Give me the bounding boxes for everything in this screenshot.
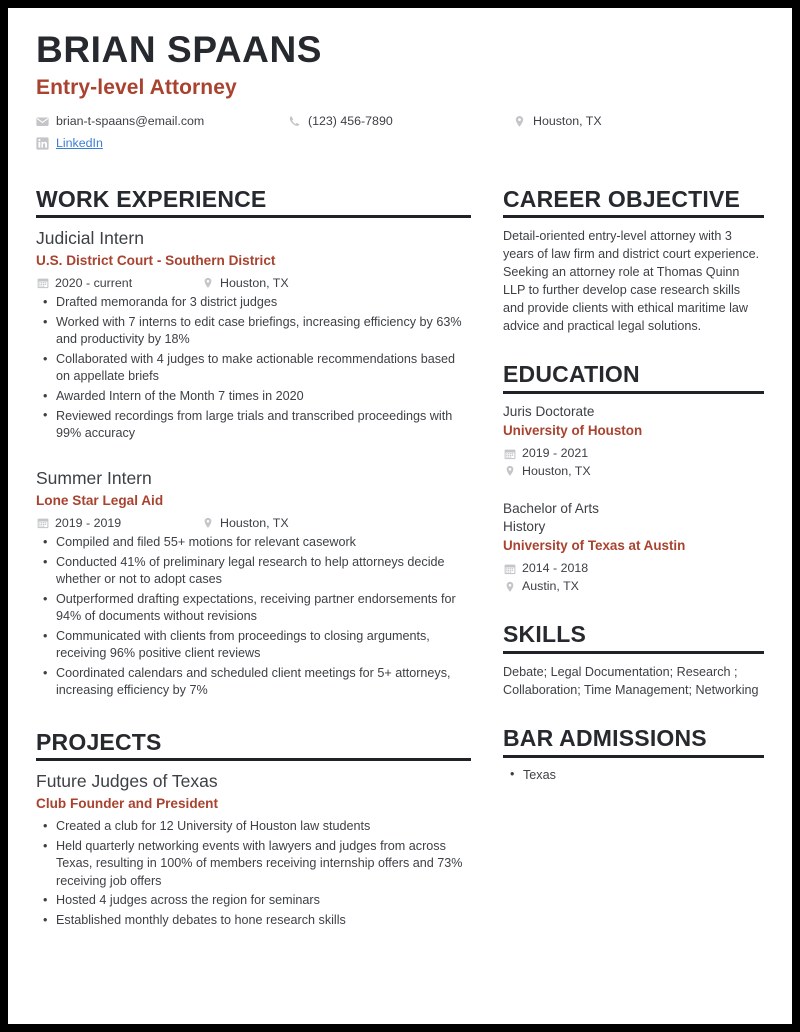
bullet-item: • Awarded Intern of the Month 7 times in 2020 bbox=[36, 388, 471, 405]
left-column bbox=[36, 187, 491, 933]
bullet-item: • Coordinated calendars and scheduled client meetings for 5+ attorneys, increasing efficiency by 7% bbox=[36, 665, 471, 700]
section-title-bar-admissions: BAR ADMISSIONS bbox=[503, 725, 707, 752]
spacer bbox=[36, 703, 471, 730]
bullet-item: • Reviewed recordings from large trials and transcribed proceedings with 99% accuracy bbox=[36, 408, 471, 443]
work-location bbox=[201, 516, 289, 531]
map-pin-icon bbox=[503, 465, 516, 478]
education-dates bbox=[503, 445, 764, 463]
spacer bbox=[503, 335, 764, 362]
education-dates-text: 2014 - 2018 bbox=[522, 561, 589, 576]
section-rule bbox=[503, 391, 764, 394]
contact-location bbox=[513, 114, 743, 129]
work-dates-text: 2019 - 2019 bbox=[55, 515, 122, 530]
project-bullet-list bbox=[36, 818, 471, 929]
work-bullet-list bbox=[36, 294, 471, 442]
work-entry bbox=[36, 467, 471, 699]
education-field: History bbox=[503, 519, 546, 535]
right-column bbox=[491, 187, 764, 787]
work-job-title: Judicial Intern bbox=[36, 228, 144, 249]
phone-icon bbox=[288, 115, 301, 128]
map-pin-icon bbox=[201, 276, 214, 289]
calendar-icon bbox=[36, 516, 49, 529]
candidate-name: BRIAN SPAANS bbox=[36, 29, 323, 70]
education-school: University of Houston bbox=[503, 423, 643, 439]
education-degree: Bachelor of Arts bbox=[503, 501, 599, 517]
linkedin-icon bbox=[36, 137, 49, 150]
map-pin-icon bbox=[201, 516, 214, 529]
bar-admissions-list bbox=[503, 767, 764, 784]
calendar-icon bbox=[503, 447, 516, 460]
candidate-headline: Entry-level Attorney bbox=[36, 75, 237, 99]
section-projects bbox=[36, 730, 471, 930]
resume-page bbox=[8, 8, 792, 1024]
bullet-item: • Texas bbox=[503, 767, 764, 784]
contact-phone-text: (123) 456-7890 bbox=[308, 113, 393, 128]
contact-phone[interactable] bbox=[288, 114, 513, 129]
bullet-item: • Communicated with clients from proceedings to closing arguments, receiving 96% positive client reviews bbox=[36, 628, 471, 663]
work-meta-row bbox=[36, 276, 471, 291]
section-rule bbox=[503, 215, 764, 218]
spacer bbox=[503, 595, 764, 622]
project-entry bbox=[36, 770, 471, 929]
section-rule bbox=[503, 755, 764, 758]
section-title-skills: SKILLS bbox=[503, 621, 586, 648]
contact-linkedin-link[interactable]: LinkedIn bbox=[56, 135, 103, 150]
work-organization: Lone Star Legal Aid bbox=[36, 493, 164, 509]
section-education bbox=[503, 362, 764, 595]
section-rule bbox=[36, 215, 471, 218]
contact-grid bbox=[36, 114, 764, 151]
education-dates bbox=[503, 560, 764, 578]
education-location-text: Austin, TX bbox=[522, 578, 579, 593]
education-degree: Juris Doctorate bbox=[503, 404, 595, 420]
section-title-education: EDUCATION bbox=[503, 361, 640, 388]
education-dates-text: 2019 - 2021 bbox=[522, 446, 589, 461]
bullet-item: • Compiled and filed 55+ motions for relevant casework bbox=[36, 534, 471, 551]
education-location bbox=[503, 463, 764, 481]
bullet-item: • Worked with 7 interns to edit case briefings, increasing efficiency by 63% and productivity by 18% bbox=[36, 314, 471, 349]
spacer bbox=[36, 445, 471, 467]
work-dates-text: 2020 - current bbox=[55, 275, 133, 290]
education-location bbox=[503, 578, 764, 596]
skills-text: Debate; Legal Documentation; Research ; Collaboration; Time Management; Networking bbox=[503, 665, 759, 698]
section-rule bbox=[36, 758, 471, 761]
education-entry bbox=[503, 403, 764, 480]
resume-header bbox=[36, 30, 764, 151]
section-rule bbox=[503, 651, 764, 654]
section-title-work-experience: WORK EXPERIENCE bbox=[36, 185, 267, 212]
education-school: University of Texas at Austin bbox=[503, 538, 686, 554]
resume-body bbox=[36, 187, 764, 933]
contact-linkedin[interactable] bbox=[36, 136, 288, 151]
calendar-icon bbox=[503, 562, 516, 575]
envelope-icon bbox=[36, 115, 49, 128]
bullet-item: • Held quarterly networking events with lawyers and judges from across Texas, resulting in 100% of members receiving internship offers and 73% receiving job offers bbox=[36, 838, 471, 890]
work-job-title: Summer Intern bbox=[36, 468, 152, 489]
section-title-projects: PROJECTS bbox=[36, 728, 162, 755]
contact-location-text: Houston, TX bbox=[533, 113, 602, 128]
map-pin-icon bbox=[503, 580, 516, 593]
work-organization: U.S. District Court - Southern District bbox=[36, 253, 276, 269]
bullet-item: • Conducted 41% of preliminary legal research to help attorneys decide whether or not to adopt cases bbox=[36, 554, 471, 589]
section-bar-admissions bbox=[503, 726, 764, 784]
work-location-text: Houston, TX bbox=[220, 275, 289, 290]
work-dates bbox=[36, 276, 201, 291]
project-role: Club Founder and President bbox=[36, 796, 219, 812]
bullet-item: • Drafted memoranda for 3 district judges bbox=[36, 294, 471, 311]
section-work-experience bbox=[36, 187, 471, 700]
work-location-text: Houston, TX bbox=[220, 515, 289, 530]
career-objective-text: Detail-oriented entry-level attorney with 3 years of law firm and district court experience. Seeking an attorney role at Thomas Quinn LLP to further develop case research skills and provide clients with ethical maritime law advice and practical legal solutions. bbox=[503, 229, 760, 334]
work-dates bbox=[36, 516, 201, 531]
work-meta-row bbox=[36, 516, 471, 531]
education-location-text: Houston, TX bbox=[522, 463, 591, 478]
education-entry bbox=[503, 500, 764, 595]
bullet-item: • Hosted 4 judges across the region for seminars bbox=[36, 892, 471, 909]
work-bullet-list bbox=[36, 534, 471, 699]
work-entry bbox=[36, 227, 471, 442]
work-location bbox=[201, 276, 289, 291]
project-title: Future Judges of Texas bbox=[36, 771, 218, 792]
contact-email-text: brian-t-spaans@email.com bbox=[56, 113, 205, 128]
map-pin-icon bbox=[513, 115, 526, 128]
bullet-item: • Established monthly debates to hone research skills bbox=[36, 912, 471, 929]
bullet-item: • Collaborated with 4 judges to make actionable recommendations based on appellate briefs bbox=[36, 351, 471, 386]
bullet-item: • Outperformed drafting expectations, receiving partner endorsements for 94% of documents without revisions bbox=[36, 591, 471, 626]
spacer bbox=[503, 699, 764, 726]
section-career-objective bbox=[503, 187, 764, 336]
calendar-icon bbox=[36, 276, 49, 289]
section-title-career-objective: CAREER OBJECTIVE bbox=[503, 185, 741, 212]
bullet-item: • Created a club for 12 University of Houston law students bbox=[36, 818, 471, 835]
contact-email[interactable] bbox=[36, 114, 288, 129]
section-skills bbox=[503, 622, 764, 699]
